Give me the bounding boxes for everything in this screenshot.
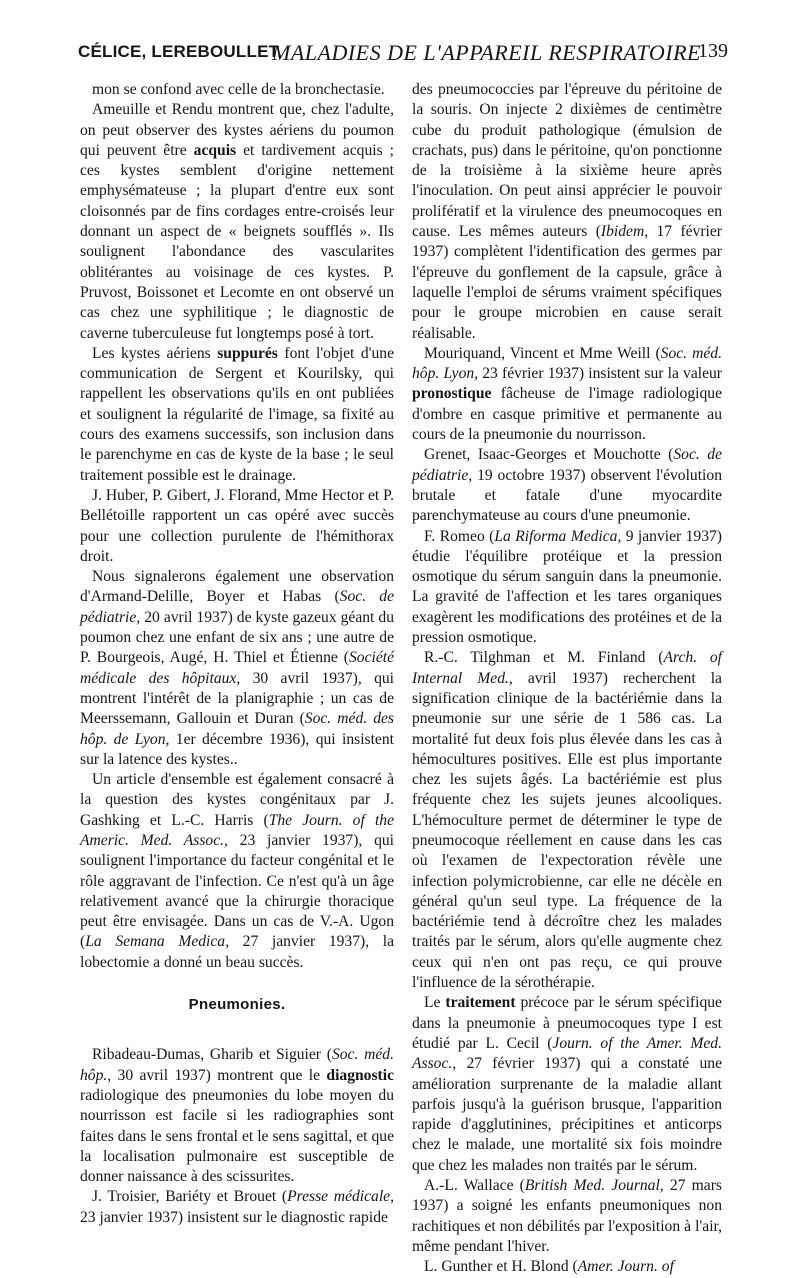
- text-run: 27 mars 1937) a soigné les enfants pneumoniques non rachitiques et non débilités par l'exposition à l'air, même pendant l'hiver.: [412, 1177, 722, 1255]
- text-run: 30 avril 1937) montrent que le: [111, 1066, 327, 1084]
- text-run: mon se confond avec celle de la bronchectasie.: [92, 81, 385, 98]
- citation-italic: British Med. Journal,: [524, 1177, 664, 1195]
- citation-italic: Ibidem,: [600, 223, 649, 241]
- paragraph: [412, 445, 722, 526]
- paragraph: [80, 344, 394, 486]
- header-authors: CÉLICE, LEREBOULLET.: [78, 42, 283, 61]
- text-run: Le: [424, 994, 446, 1012]
- text-run: 23 janvier 1937), qui soulignent l'importance du facteur congénital et le rôle aggravant de l'infection. Ce n'est qu'à un âge relativement avancé que la chirurgie thoracique peut être envisagée. Dans un cas de V.-A. Ugon (: [80, 831, 394, 951]
- paragraph: [412, 80, 722, 344]
- paragraph: [412, 1257, 722, 1277]
- text-run: Grenet, Isaac-Georges et Mouchotte (: [424, 446, 674, 464]
- text-run: Ameuille et Rendu montrent que, chez l'adulte, on peut observer des kystes aériens du poumon qui peuvent être: [80, 101, 394, 159]
- paragraph: [80, 1187, 394, 1228]
- text-run: font l'objet d'une communication de Sergent et Kourilsky, qui rappellent les observations qu'ils en ont publiées et soulignent la régularité de l'image, sa fixité au cours des examens successifs, son inclusion dans le parenchyme en cas de kyste de la base ; le seul traitement possible est le drainage.: [80, 344, 394, 484]
- paragraph: [412, 648, 722, 993]
- paragraph: [412, 344, 722, 445]
- text-run: Nous signalerons également une observation d'Armand-Delille, Boyer et Habas (: [80, 568, 394, 606]
- text-run: 17 février 1937) complètent l'identification des germes par l'épreuve du gonflement de la capsule, grâce à laquelle l'emploi de sérums vraiment spécifiques pour le groupe microbien en cause serait réalisable.: [412, 223, 722, 342]
- text-run: 27 janvier 1937), la lobectomie a donné un beau succès.: [80, 933, 395, 971]
- citation-italic: Soc. méd. des hôp. de Lyon,: [80, 710, 394, 748]
- text-run: Mouriquand, Vincent et Mme Weill (: [424, 344, 661, 362]
- citation-italic: The Journ. of the Americ. Med. Assoc.,: [80, 811, 394, 849]
- text-run: 30 avril 1937), qui montrent l'intérêt de la planigraphie ; un cas de Meerssemann, Gallouin et Duran (: [80, 669, 394, 728]
- citation-italic: Journ. of the Amer. Med. Assoc.,: [412, 1034, 722, 1073]
- text-run: 23 janvier 1937) insistent sur le diagnostic rapide: [80, 1208, 388, 1226]
- paragraph: [80, 1045, 394, 1187]
- text-run: J. Troisier, Bariéty et Brouet (: [92, 1188, 288, 1206]
- text-run: Un article d'ensemble est également consacré à la question des kystes congénitaux par J. Gashking et L.-C. Harris (: [80, 771, 394, 829]
- citation-italic: Soc. de pédiatrie,: [412, 446, 723, 484]
- text-run: Ribadeau-Dumas, Gharib et Siguier (: [92, 1046, 332, 1064]
- page-number: 139: [698, 40, 728, 62]
- paragraph: [412, 993, 722, 1176]
- text-run: Les kystes aériens: [92, 344, 218, 362]
- section-heading: Pneumonies.: [188, 996, 286, 1014]
- text-run: fâcheuse de l'image radiologique d'ombre en casque primitive et permanente au cours de la pneumonie du nourrisson.: [412, 385, 722, 444]
- paragraph: [412, 527, 722, 649]
- citation-italic: Arch. of Internal Med.,: [412, 649, 722, 687]
- paragraph: [412, 1176, 722, 1257]
- bold-term: traitement: [445, 994, 516, 1012]
- text-run: R.-C. Tilghman et M. Finland (: [424, 649, 664, 667]
- text-run: des pneumococcies par l'épreuve du péritoine de la souris. On injecte 2 dixièmes de centimètre cube du produit pathologique (émulsion de crachats, pus) dans le péritoine, qu'on ponctionne de la troisième à la sixième heure après l'inoculation. On peut ainsi apprécier le pouvoir prolifératif et la virulence des pneumocoques en cause. Les mêmes auteurs (: [412, 81, 722, 241]
- citation-italic: Soc. de pédiatrie,: [80, 588, 394, 626]
- text-run: 20 avril 1937) de kyste gazeux géant du poumon chez une enfant de six ans ; une autre de P. Bourgeois, Augé, H. Thiel et Étienne (: [80, 608, 394, 667]
- text-run: avril 1937) recherchent la signification clinique de la bactériémie dans la pneumonie sur une série de 1 586 cas. La mortalité fut deux fois plus élevée dans les cas à hémocultures positives. Elle est plus importante chez les sujets âgés. La bactériémie est plus fréquente chez les sujets jeunes alcooliques. L'hémoculture permet de déterminer le type de pneumocoque réellement en cause dans les cas où l'examen de l'expectoration révèle une infection polymicrobienne, car elle ne décèle en général qu'un seul type. La fréquence de la bactériémie tend à décroître chez les malades traités par le sérum, alors qu'elle augmente chez ceux qui n'en ont pas reçu, ce qui prouve l'influence de la sérothérapie.: [412, 669, 722, 992]
- citation-italic: Soc. méd. hôp. Lyon,: [412, 344, 722, 383]
- text-run: A.-L. Wallace (: [424, 1177, 525, 1195]
- paragraph: [80, 80, 394, 100]
- paragraph: [80, 486, 394, 567]
- text-run: radiologique des pneumonies du lobe moyen du nourrisson est facile si les radiographies sont faites dans le sens frontal et le sens sagittal, et que la localisation pulmonaire est susceptible de donner naissance à des scissurites.: [80, 1086, 394, 1186]
- text-run: 1er décembre 1936), qui insistent sur la latence des kystes..: [80, 730, 394, 768]
- citation-italic: Société médicale des hôpitaux,: [80, 649, 394, 687]
- citation-italic: Soc. méd. hôp.,: [80, 1046, 394, 1084]
- paragraph: [80, 770, 394, 973]
- text-run: 27 février 1937) qui a constaté une amélioration surprenante de la maladie allant parfois jusqu'à la guérison brusque, l'apparition rapide d'agglutinines, précipitines et anticorps chez le malade, une mortalité six fois moindre que chez les malades non traités par le sérum.: [412, 1055, 722, 1174]
- citation-italic: La Riforma Medica,: [494, 527, 622, 545]
- text-run: 9 janvier 1937) étudie l'équilibre protéique et la pression osmotique du sérum sanguin dans la pneumonie. La gravité de l'affection et les tares organiques exagèrent les modifications des protéines et de la pression osmotique.: [412, 527, 722, 647]
- text-run: 19 octobre 1937) observent l'évolution brutale et fatale d'une myocardite parenchymateuse au cours d'une pneumonie.: [412, 466, 722, 525]
- bold-term: suppurés: [217, 344, 278, 362]
- citation-italic: Amer. Journ. of: [577, 1258, 674, 1276]
- text-run: F. Romeo (: [424, 527, 495, 545]
- bold-term: pronostique: [412, 385, 492, 403]
- paragraph: [80, 567, 394, 770]
- running-header: [78, 40, 728, 70]
- citation-italic: La Semana Medica,: [85, 933, 229, 951]
- text-run: précoce par le sérum spécifique dans la pneumonie à pneumocoques type I est étudié par L. Cecil (: [412, 994, 722, 1052]
- citation-italic: Presse médicale,: [287, 1188, 394, 1206]
- right-column: [412, 80, 722, 1278]
- text-run: J. Huber, P. Gibert, J. Florand, Mme Hector et P. Bellétoille rapportent un cas opéré avec succès pour une collection purulente de l'hémithorax droit.: [80, 486, 394, 565]
- paragraph: [80, 100, 394, 344]
- bold-term: diagnostic: [326, 1066, 394, 1084]
- text-run: et tardivement acquis ; ces kystes semblent d'origine nettement emphysémateuse ; la plupart d'entre eux sont cloisonnés par de fins cordages entre-croisés leur donnant un aspect de « beignets soufflés ». Ils soulignent l'abondance des vascularites oblitérantes au voisinage de ces kystes. P. Pruvost, Boissonet et Lecomte en ont observé un cas chez une syphilitique ; le diagnostic de caverne tuberculeuse fut longtemps posé à tort.: [80, 141, 394, 342]
- text-run: L. Gunther et H. Blond (: [424, 1258, 578, 1276]
- text-run: 23 février 1937) insistent sur la valeur: [478, 365, 722, 383]
- bold-term: acquis: [193, 141, 237, 159]
- header-title: MALADIES DE L'APPAREIL RESPIRATOIRE: [272, 40, 701, 65]
- left-column: [80, 80, 394, 1228]
